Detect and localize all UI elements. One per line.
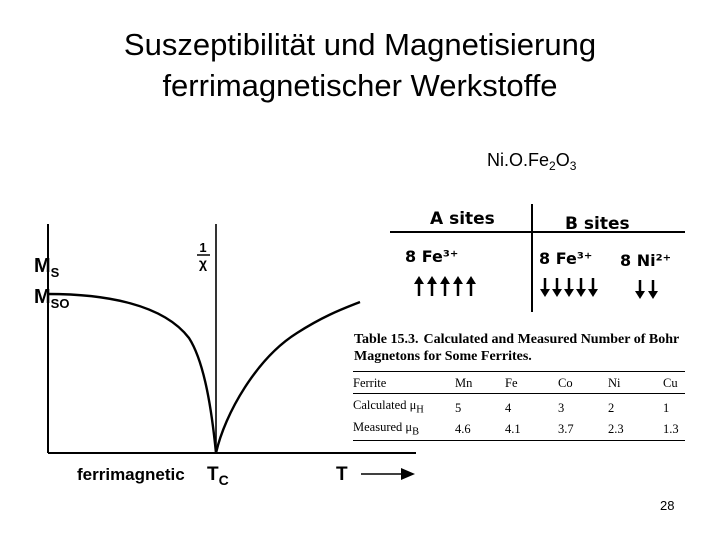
ferrimagnetic-label: ferrimagnetic <box>77 465 185 484</box>
col-header-mn: Mn <box>455 376 473 390</box>
bohr-magneton-table <box>353 371 685 441</box>
table-cell: 1.3 <box>663 422 679 437</box>
a-site-ion: 8 Fe³⁺ <box>405 247 459 266</box>
inverse-chi-numerator: 1 <box>199 240 207 255</box>
ms-label: $M_S$ <box>34 255 60 280</box>
formula-sub-1: 2 <box>549 159 556 173</box>
table-cell: 4 <box>505 400 512 415</box>
table-header-row <box>353 372 685 394</box>
table-cell: 5 <box>455 400 462 415</box>
table-row-calculated <box>353 394 685 419</box>
table-cell: 2.3 <box>608 422 624 437</box>
mso-label: $M_{SO}$ <box>34 286 70 311</box>
title-line-1: Suszeptibilität und Magnetisierung <box>123 27 597 62</box>
row-label-calculated: Calculated $\mu_H$ <box>353 398 424 416</box>
table-cell: 3.7 <box>558 422 574 437</box>
title-line-2: ferrimagnetischer Werkstoffe <box>162 68 558 103</box>
chemical-formula <box>487 150 576 173</box>
table-cell: 2 <box>608 400 615 415</box>
row-label-measured: Measured $\mu_B$ <box>353 419 420 437</box>
b-site-ion-fe: 8 Fe³⁺ <box>539 249 593 268</box>
table-label: Table 15.3. <box>354 332 419 347</box>
table-caption-text: Calculated and Measured Number of Bohr Magnetons for Some Ferrites. <box>354 332 679 364</box>
table-row-measured <box>353 419 685 441</box>
table-cell: 4.6 <box>455 422 471 437</box>
tc-label: $T_C$ <box>207 464 229 488</box>
table-cell: 3 <box>558 400 565 415</box>
b-site-ion-ni: 8 Ni²⁺ <box>620 251 672 270</box>
col-header-cu: Cu <box>663 376 678 390</box>
formula-part-2: O <box>555 150 570 170</box>
table-caption <box>354 331 694 365</box>
t-axis-label: T <box>336 464 348 485</box>
site-occupancy-diagram <box>382 188 687 328</box>
formula-part-1: Ni.O.Fe <box>487 150 550 170</box>
bohr-magneton-table-panel <box>347 325 692 443</box>
col-header-ferrite: Ferrite <box>353 376 387 390</box>
inverse-chi-denominator: χ <box>198 255 208 271</box>
table-cell: 1 <box>663 400 670 415</box>
slide-title <box>0 24 720 106</box>
a-sites-header: A sites <box>430 209 495 229</box>
col-header-co: Co <box>558 376 573 390</box>
col-header-ni: Ni <box>608 376 621 390</box>
b-sites-header: B sites <box>565 214 630 234</box>
formula-sub-2: 3 <box>569 159 577 173</box>
page-number: 28 <box>660 498 675 513</box>
table-cell: 4.1 <box>505 422 521 437</box>
col-header-fe: Fe <box>505 376 518 390</box>
